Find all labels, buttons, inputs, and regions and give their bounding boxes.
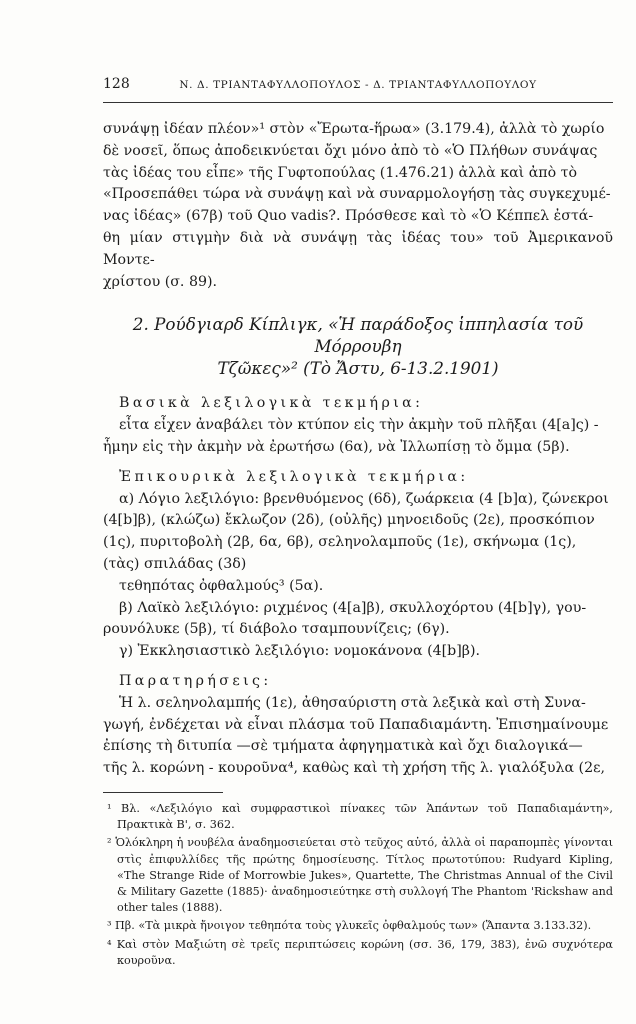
auxiliary-evidence-section [103, 467, 613, 663]
text-line: (τὰς) σπιλάδας (3δ) [103, 555, 247, 572]
footnote-1: ¹ Βλ. «Λεξιλόγιο καὶ συμφραστικοὶ πίνακες τῶν Ἁπάντων τοῦ Παπαδιαμάντη», Πρακτικὰ Β', σ. 362. [107, 801, 613, 832]
footnote-4: ⁴ Καὶ στὸν Μαξιώτη σὲ τρεῖς περιπτώσεις κορώνη (σσ. 36, 179, 383), ἐνῶ συχνότερα κουροῦνα. [107, 937, 613, 967]
text-line: τεθηπότας ὀφθαλμούς³ (5α). [119, 577, 324, 594]
text-line: (4[b]β), (κλώζω) ἔκλωζον (2δ), (οὐλῆς) μηνοειδοῦς (2ε), προσκόπιον [103, 512, 595, 529]
footnote-3: ³ Πβ. «Τὰ μικρὰ ἤνοιγον τεθηπότα τοὺς γλυκεῖς ὀφθαλμούς των» (Ἅπαντα 3.133.32). [107, 919, 592, 933]
text-line: β) Λαϊκὸ λεξιλόγιο: ριχμένος (4[a]β), σκυλλοχόρτου (4[b]γ), γου- [119, 599, 587, 616]
text-line: δὲ νοσεῖ, ὅπως ἀποδεικνύεται ὄχι μόνο ἀπὸ τὸ «Ὁ Πλήθων συνάψας [103, 142, 598, 159]
remarks-label: Παρατηρήσεις: [119, 672, 272, 689]
footnote-2: ² Ὁλόκληρη ἡ νουβέλα ἀναδημοσιεύεται στὸ τεῦχος αὐτό, ἀλλὰ οἱ παραπομπὲς γίνονται στὶς ἐπιφυλλίδες τῆς πρώτης δημοσίευσης. Τίτλος πρωτοτύπου: Rudyard Kipling, «The Strange Ride of Morrowbie Jukes», Quartette, The Christmas Annual of the Civil & Military Gazette (1885)· ἀναδημοσιεύτηκε στὴ συλλογή The Phantom 'Rickshaw and other tales (1888). [107, 836, 613, 915]
basic-evidence-label: Βασικὰ λεξιλογικὰ τεκμήρια: [119, 395, 424, 412]
book-page [103, 76, 613, 971]
text-line: ἐπίσης τὴ διτυπία —σὲ τμήματα ἀφηγηματικὰ καὶ ὄχι διαλογικά— [103, 738, 583, 755]
section-heading-line-2: Τζῶκες»² (Τὸ Ἄστυ, 6-13.2.1901) [217, 358, 499, 379]
footnotes [103, 801, 613, 969]
section-heading-line-1: 2. Ρούδγιαρδ Κίπλιγκ, «Ἡ παράδοξος ἱππηλασία τοῦ Μόρρουβη [132, 314, 584, 357]
section-heading [103, 313, 613, 379]
running-title: Ν. Δ. ΤΡΙΑΝΤΑΦΥΛΛΟΠΟΥΛΟΣ - Δ. ΤΡΙΑΝΤΑΦΥΛΛΟΠΟΥΛΟΥ [179, 79, 537, 91]
text-line: ἧμην εἰς τὴν ἀκμὴν νὰ ἐρωτήσω (6α), νὰ Ἰλλωπίσῃ τὸ ὄμμα (5β). [103, 438, 570, 455]
text-line: τὰς ἰδέας του εἶπε» τῆς Γυφτοπούλας (1.476.21) ἀλλὰ καὶ ἀπὸ τὸ [103, 164, 578, 181]
text-line: νας ἰδέας» (67β) τοῦ Quo vadis?. Πρόσθεσε καὶ τὸ «Ὁ Κέππελ ἐστά- [103, 208, 594, 225]
page-number: 128 [103, 76, 130, 92]
text-line: χρίστου (σ. 89). [103, 273, 218, 290]
footnote-rule [103, 792, 223, 793]
text-line: θη μίαν στιγμὴν διὰ νὰ συνάψῃ τὰς ἰδέας του» τοῦ Ἀμερικανοῦ Μοντε- [103, 229, 613, 268]
page-header [103, 76, 613, 102]
text-line: γ) Ἐκκλησιαστικὸ λεξιλόγιο: νομοκάνονα (4[b]β). [119, 643, 481, 660]
text-line: «Προσεπάθει τώρα νὰ συνάψῃ καὶ νὰ συναρμολογήσῃ τὰς συγκεχυμέ- [103, 186, 611, 203]
text-line: α) Λόγιο λεξιλόγιο: βρενθυόμενος (6δ), ζωάρκεια (4 [b]α), ζώνεκροι [119, 490, 609, 507]
intro-paragraph [103, 119, 613, 293]
text-line: γωγή, ἐνδέχεται νὰ εἶναι πλάσμα τοῦ Παπαδιαμάντη. Ἐπισημαίνουμε [103, 716, 609, 733]
text-line: ρουνόλυκε (5β), τί διάβολο τσαμπουνίζεις; (6γ). [103, 621, 450, 638]
text-line: εἶτα εἶχεν ἀναβάλει τὸν κτύπον εἰς τὴν ἀκμὴν τοῦ πλῆξαι (4[a]ς) - [119, 417, 599, 434]
text-line: (1ς), πυριτοβολὴ (2β, 6α, 6β), σεληνολαμποῦς (1ε), σκήνωμα (1ς), [103, 534, 577, 551]
text-line: συνάψῃ ἰδέαν πλέον»¹ στὸν «Ἔρωτα-ἥρωα» (3.179.4), ἀλλὰ τὸ χωρίο [103, 121, 605, 137]
auxiliary-evidence-label: Ἐπικουρικὰ λεξιλογικὰ τεκμήρια: [119, 468, 469, 485]
text-line: Ἡ λ. σεληνολαμπής (1ε), ἀθησαύριστη στὰ λεξικὰ καὶ στὴ Συνα- [119, 694, 586, 711]
basic-evidence-section [103, 393, 613, 458]
remarks-section [103, 671, 613, 780]
text-line: τῆς λ. κορώνη - κουροῦνα⁴, καθὼς καὶ τὴ χρήση τῆς λ. γιαλόξυλα (2ε, [103, 760, 605, 777]
header-rule [103, 102, 613, 103]
